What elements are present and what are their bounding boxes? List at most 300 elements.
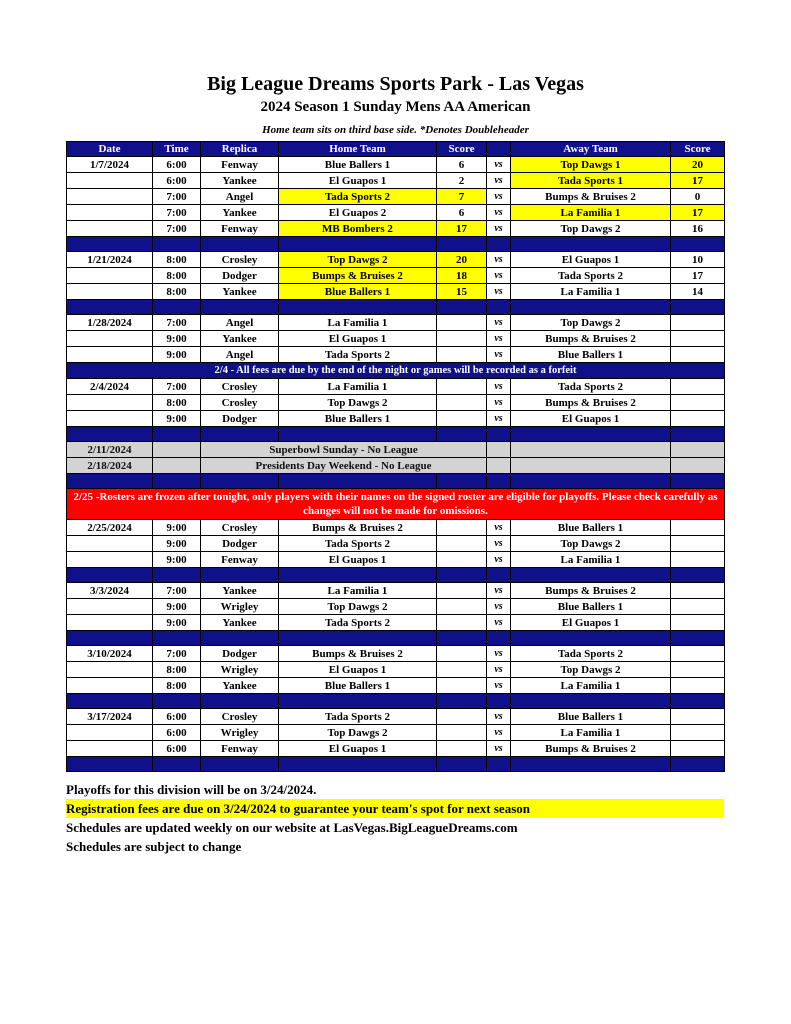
- game-date: 1/28/2024: [67, 315, 153, 331]
- separator-cell: [153, 237, 201, 252]
- col-header-away-score: Score: [671, 142, 725, 157]
- home-team: Bumps & Bruises 2: [279, 646, 437, 662]
- separator-cell: [671, 757, 725, 772]
- away-score: 16: [671, 221, 725, 237]
- home-team: MB Bombers 2: [279, 221, 437, 237]
- separator-cell: [437, 427, 487, 442]
- field-replica: Angel: [201, 315, 279, 331]
- separator-cell: [153, 427, 201, 442]
- away-team: La Familia 1: [511, 725, 671, 741]
- game-date: [67, 284, 153, 300]
- away-team: Bumps & Bruises 2: [511, 395, 671, 411]
- separator-row: [67, 757, 725, 772]
- separator-cell: [437, 631, 487, 646]
- field-replica: Fenway: [201, 221, 279, 237]
- away-score: [671, 411, 725, 427]
- separator-cell: [511, 300, 671, 315]
- separator-cell: [437, 568, 487, 583]
- separator-cell: [511, 631, 671, 646]
- off-empty: [487, 458, 511, 474]
- away-score: [671, 315, 725, 331]
- home-score: [437, 662, 487, 678]
- separator-cell: [511, 757, 671, 772]
- vs-label: vs: [487, 411, 511, 427]
- game-time: 6:00: [153, 741, 201, 757]
- field-replica: Yankee: [201, 583, 279, 599]
- table-row: [67, 347, 725, 363]
- home-team: La Familia 1: [279, 315, 437, 331]
- game-date: 3/17/2024: [67, 709, 153, 725]
- game-time: 8:00: [153, 662, 201, 678]
- away-score: [671, 615, 725, 631]
- home-score: [437, 552, 487, 568]
- separator-cell: [201, 631, 279, 646]
- game-date: [67, 741, 153, 757]
- game-time: 7:00: [153, 646, 201, 662]
- vs-label: vs: [487, 331, 511, 347]
- separator-row: [67, 474, 725, 489]
- field-replica: Fenway: [201, 741, 279, 757]
- off-date: 2/11/2024: [67, 442, 153, 458]
- col-header-date: Date: [67, 142, 153, 157]
- table-row: [67, 615, 725, 631]
- game-date: [67, 205, 153, 221]
- away-team: Top Dawgs 2: [511, 315, 671, 331]
- separator-cell: [437, 237, 487, 252]
- away-team: Top Dawgs 2: [511, 536, 671, 552]
- table-row: [67, 662, 725, 678]
- table-row: [67, 268, 725, 284]
- home-score: [437, 315, 487, 331]
- away-score: 17: [671, 268, 725, 284]
- table-row: [67, 536, 725, 552]
- game-time: 9:00: [153, 615, 201, 631]
- vs-label: vs: [487, 646, 511, 662]
- away-team: Blue Ballers 1: [511, 347, 671, 363]
- off-empty: [153, 442, 201, 458]
- game-date: [67, 678, 153, 694]
- away-team: Top Dawgs 2: [511, 662, 671, 678]
- separator-cell: [67, 237, 153, 252]
- separator-cell: [437, 300, 487, 315]
- table-row: [67, 205, 725, 221]
- separator-cell: [279, 568, 437, 583]
- separator-row: [67, 568, 725, 583]
- table-row: [67, 741, 725, 757]
- separator-cell: [487, 694, 511, 709]
- col-header-vs: [487, 142, 511, 157]
- field-replica: Dodger: [201, 646, 279, 662]
- separator-cell: [153, 694, 201, 709]
- field-replica: Dodger: [201, 411, 279, 427]
- separator-cell: [487, 237, 511, 252]
- game-time: 6:00: [153, 157, 201, 173]
- vs-label: vs: [487, 205, 511, 221]
- table-row: [67, 583, 725, 599]
- away-team: La Familia 1: [511, 552, 671, 568]
- col-header-home-team: Home Team: [279, 142, 437, 157]
- home-score: [437, 678, 487, 694]
- field-replica: Crosley: [201, 395, 279, 411]
- separator-cell: [201, 694, 279, 709]
- field-replica: Yankee: [201, 331, 279, 347]
- away-team: Blue Ballers 1: [511, 599, 671, 615]
- separator-cell: [671, 631, 725, 646]
- game-time: 8:00: [153, 284, 201, 300]
- game-time: 8:00: [153, 252, 201, 268]
- separator-cell: [279, 427, 437, 442]
- separator-cell: [153, 300, 201, 315]
- vs-label: vs: [487, 709, 511, 725]
- game-time: 7:00: [153, 189, 201, 205]
- separator-cell: [201, 568, 279, 583]
- table-row: [67, 395, 725, 411]
- away-score: 14: [671, 284, 725, 300]
- home-team: El Guapos 1: [279, 552, 437, 568]
- home-score: [437, 725, 487, 741]
- home-team: El Guapos 2: [279, 205, 437, 221]
- vs-label: vs: [487, 615, 511, 631]
- home-team: Blue Ballers 1: [279, 678, 437, 694]
- game-time: 7:00: [153, 315, 201, 331]
- separator-cell: [153, 631, 201, 646]
- game-time: 8:00: [153, 268, 201, 284]
- game-time: 9:00: [153, 552, 201, 568]
- away-score: [671, 678, 725, 694]
- table-row: [67, 725, 725, 741]
- off-empty: [671, 458, 725, 474]
- separator-cell: [671, 237, 725, 252]
- separator-cell: [511, 568, 671, 583]
- field-replica: Crosley: [201, 379, 279, 395]
- table-row: [67, 189, 725, 205]
- home-team: Bumps & Bruises 2: [279, 268, 437, 284]
- separator-row: [67, 300, 725, 315]
- vs-label: vs: [487, 599, 511, 615]
- separator-cell: [67, 474, 153, 489]
- away-score: [671, 583, 725, 599]
- away-team: Top Dawgs 2: [511, 221, 671, 237]
- game-date: [67, 347, 153, 363]
- game-time: 7:00: [153, 583, 201, 599]
- vs-label: vs: [487, 678, 511, 694]
- table-row: [67, 599, 725, 615]
- vs-label: vs: [487, 189, 511, 205]
- separator-cell: [67, 757, 153, 772]
- separator-cell: [67, 427, 153, 442]
- away-team: El Guapos 1: [511, 615, 671, 631]
- table-row: [67, 157, 725, 173]
- vs-label: vs: [487, 741, 511, 757]
- off-empty: [511, 458, 671, 474]
- game-date: 2/4/2024: [67, 379, 153, 395]
- away-team: Blue Ballers 1: [511, 709, 671, 725]
- separator-cell: [487, 631, 511, 646]
- home-score: 6: [437, 157, 487, 173]
- game-date: 2/25/2024: [67, 520, 153, 536]
- separator-cell: [671, 300, 725, 315]
- separator-cell: [437, 757, 487, 772]
- registration-note: Registration fees are due on 3/24/2024 to guarantee your team's spot for next season: [66, 799, 724, 818]
- separator-cell: [511, 237, 671, 252]
- away-score: [671, 741, 725, 757]
- off-empty: [153, 458, 201, 474]
- playoffs-note: Playoffs for this division will be on 3/24/2024.: [66, 782, 317, 797]
- roster-freeze-notice: 2/25 -Rosters are frozen after tonight, only players with their names on the signed roster are eligible for playoffs. Please check carefully as changes will not be made for omissions.: [67, 489, 725, 520]
- away-score: 0: [671, 189, 725, 205]
- separator-cell: [487, 474, 511, 489]
- off-empty: [511, 442, 671, 458]
- home-score: 15: [437, 284, 487, 300]
- field-replica: Wrigley: [201, 725, 279, 741]
- vs-label: vs: [487, 583, 511, 599]
- home-team: La Familia 1: [279, 583, 437, 599]
- field-replica: Angel: [201, 189, 279, 205]
- home-score: 2: [437, 173, 487, 189]
- game-time: 7:00: [153, 379, 201, 395]
- field-replica: Dodger: [201, 536, 279, 552]
- col-header-home-score: Score: [437, 142, 487, 157]
- separator-cell: [511, 474, 671, 489]
- field-replica: Crosley: [201, 709, 279, 725]
- vs-label: vs: [487, 395, 511, 411]
- separator-cell: [201, 474, 279, 489]
- game-date: [67, 599, 153, 615]
- roster-freeze-row: [67, 489, 725, 520]
- home-team: Tada Sports 2: [279, 536, 437, 552]
- away-score: [671, 520, 725, 536]
- home-score: 7: [437, 189, 487, 205]
- fees-notice-row: [67, 363, 725, 379]
- home-team: Tada Sports 2: [279, 189, 437, 205]
- away-score: [671, 379, 725, 395]
- away-score: [671, 552, 725, 568]
- away-score: [671, 331, 725, 347]
- vs-label: vs: [487, 284, 511, 300]
- separator-cell: [279, 694, 437, 709]
- game-time: 9:00: [153, 347, 201, 363]
- game-date: [67, 411, 153, 427]
- separator-cell: [487, 300, 511, 315]
- home-team: Top Dawgs 2: [279, 599, 437, 615]
- separator-cell: [201, 300, 279, 315]
- field-replica: Yankee: [201, 615, 279, 631]
- separator-row: [67, 427, 725, 442]
- away-score: 17: [671, 173, 725, 189]
- game-time: 8:00: [153, 678, 201, 694]
- separator-cell: [671, 694, 725, 709]
- vs-label: vs: [487, 347, 511, 363]
- home-team: Tada Sports 2: [279, 615, 437, 631]
- game-date: [67, 662, 153, 678]
- game-time: 7:00: [153, 205, 201, 221]
- col-header-time: Time: [153, 142, 201, 157]
- away-score: [671, 646, 725, 662]
- home-team: Tada Sports 2: [279, 709, 437, 725]
- separator-row: [67, 237, 725, 252]
- home-team: Bumps & Bruises 2: [279, 520, 437, 536]
- away-team: Bumps & Bruises 2: [511, 741, 671, 757]
- vs-label: vs: [487, 268, 511, 284]
- game-date: 3/10/2024: [67, 646, 153, 662]
- no-league-row: [67, 458, 725, 474]
- field-replica: Fenway: [201, 157, 279, 173]
- field-replica: Yankee: [201, 284, 279, 300]
- vs-label: vs: [487, 252, 511, 268]
- separator-cell: [437, 694, 487, 709]
- field-replica: Yankee: [201, 173, 279, 189]
- off-date: 2/18/2024: [67, 458, 153, 474]
- home-team: Top Dawgs 2: [279, 725, 437, 741]
- game-date: [67, 395, 153, 411]
- home-score: [437, 709, 487, 725]
- separator-cell: [201, 237, 279, 252]
- vs-label: vs: [487, 315, 511, 331]
- field-replica: Angel: [201, 347, 279, 363]
- home-team: El Guapos 1: [279, 662, 437, 678]
- vs-label: vs: [487, 725, 511, 741]
- separator-cell: [279, 631, 437, 646]
- game-date: [67, 615, 153, 631]
- separator-cell: [279, 300, 437, 315]
- table-row: [67, 221, 725, 237]
- col-header-away-team: Away Team: [511, 142, 671, 157]
- table-row: [67, 520, 725, 536]
- game-date: [67, 725, 153, 741]
- vs-label: vs: [487, 662, 511, 678]
- separator-cell: [487, 757, 511, 772]
- away-score: [671, 662, 725, 678]
- away-team: Tada Sports 2: [511, 268, 671, 284]
- table-row: [67, 315, 725, 331]
- home-team: Blue Ballers 1: [279, 411, 437, 427]
- table-row: [67, 379, 725, 395]
- away-score: [671, 395, 725, 411]
- separator-cell: [487, 427, 511, 442]
- home-score: [437, 536, 487, 552]
- home-score: [437, 615, 487, 631]
- away-score: [671, 709, 725, 725]
- away-team: Bumps & Bruises 2: [511, 189, 671, 205]
- field-replica: Crosley: [201, 520, 279, 536]
- separator-cell: [511, 694, 671, 709]
- home-score: 20: [437, 252, 487, 268]
- table-row: [67, 552, 725, 568]
- table-row: [67, 411, 725, 427]
- home-score: 17: [437, 221, 487, 237]
- game-date: [67, 189, 153, 205]
- change-note: Schedules are subject to change: [66, 839, 242, 854]
- home-score: [437, 347, 487, 363]
- game-time: 9:00: [153, 411, 201, 427]
- home-score: [437, 331, 487, 347]
- schedule-table: [66, 141, 725, 772]
- home-team: Top Dawgs 2: [279, 395, 437, 411]
- field-replica: Wrigley: [201, 662, 279, 678]
- vs-label: vs: [487, 536, 511, 552]
- vs-label: vs: [487, 552, 511, 568]
- separator-cell: [279, 474, 437, 489]
- separator-cell: [487, 568, 511, 583]
- game-date: 1/7/2024: [67, 157, 153, 173]
- field-replica: Fenway: [201, 552, 279, 568]
- away-score: 17: [671, 205, 725, 221]
- away-team: La Familia 1: [511, 678, 671, 694]
- field-replica: Dodger: [201, 268, 279, 284]
- separator-row: [67, 631, 725, 646]
- game-date: [67, 173, 153, 189]
- separator-cell: [437, 474, 487, 489]
- home-team: Blue Ballers 1: [279, 284, 437, 300]
- away-score: [671, 347, 725, 363]
- away-team: Tada Sports 2: [511, 646, 671, 662]
- home-team: Tada Sports 2: [279, 347, 437, 363]
- home-team: El Guapos 1: [279, 173, 437, 189]
- separator-cell: [201, 427, 279, 442]
- game-date: [67, 221, 153, 237]
- separator-cell: [201, 757, 279, 772]
- table-row: [67, 252, 725, 268]
- game-time: 9:00: [153, 520, 201, 536]
- away-team: El Guapos 1: [511, 252, 671, 268]
- away-team: La Familia 1: [511, 205, 671, 221]
- separator-cell: [671, 568, 725, 583]
- off-empty: [671, 442, 725, 458]
- vs-label: vs: [487, 157, 511, 173]
- table-header-row: [67, 142, 725, 157]
- away-team: Top Dawgs 1: [511, 157, 671, 173]
- game-time: 9:00: [153, 331, 201, 347]
- separator-cell: [153, 474, 201, 489]
- separator-cell: [279, 757, 437, 772]
- game-time: 6:00: [153, 709, 201, 725]
- separator-cell: [279, 237, 437, 252]
- separator-cell: [67, 631, 153, 646]
- separator-cell: [67, 568, 153, 583]
- game-date: 1/21/2024: [67, 252, 153, 268]
- separator-cell: [671, 427, 725, 442]
- away-team: La Familia 1: [511, 284, 671, 300]
- home-team: El Guapos 1: [279, 331, 437, 347]
- game-date: [67, 331, 153, 347]
- away-team: Blue Ballers 1: [511, 520, 671, 536]
- home-score: 18: [437, 268, 487, 284]
- separator-row: [67, 694, 725, 709]
- separator-cell: [67, 694, 153, 709]
- website-note: Schedules are updated weekly on our website at LasVegas.BigLeagueDreams.com: [66, 820, 518, 835]
- game-date: [67, 552, 153, 568]
- home-team: Blue Ballers 1: [279, 157, 437, 173]
- away-team: Bumps & Bruises 2: [511, 331, 671, 347]
- table-row: [67, 331, 725, 347]
- table-row: [67, 284, 725, 300]
- game-date: 3/3/2024: [67, 583, 153, 599]
- field-replica: Wrigley: [201, 599, 279, 615]
- table-row: [67, 646, 725, 662]
- vs-label: vs: [487, 379, 511, 395]
- away-team: Bumps & Bruises 2: [511, 583, 671, 599]
- away-score: [671, 599, 725, 615]
- separator-cell: [153, 568, 201, 583]
- home-score: [437, 395, 487, 411]
- game-time: 6:00: [153, 173, 201, 189]
- away-team: El Guapos 1: [511, 411, 671, 427]
- home-score: 6: [437, 205, 487, 221]
- schedule-body: [67, 157, 725, 772]
- home-team: El Guapos 1: [279, 741, 437, 757]
- away-team: Tada Sports 2: [511, 379, 671, 395]
- fees-notice: 2/4 - All fees are due by the end of the night or games will be recorded as a forfeit: [67, 363, 725, 379]
